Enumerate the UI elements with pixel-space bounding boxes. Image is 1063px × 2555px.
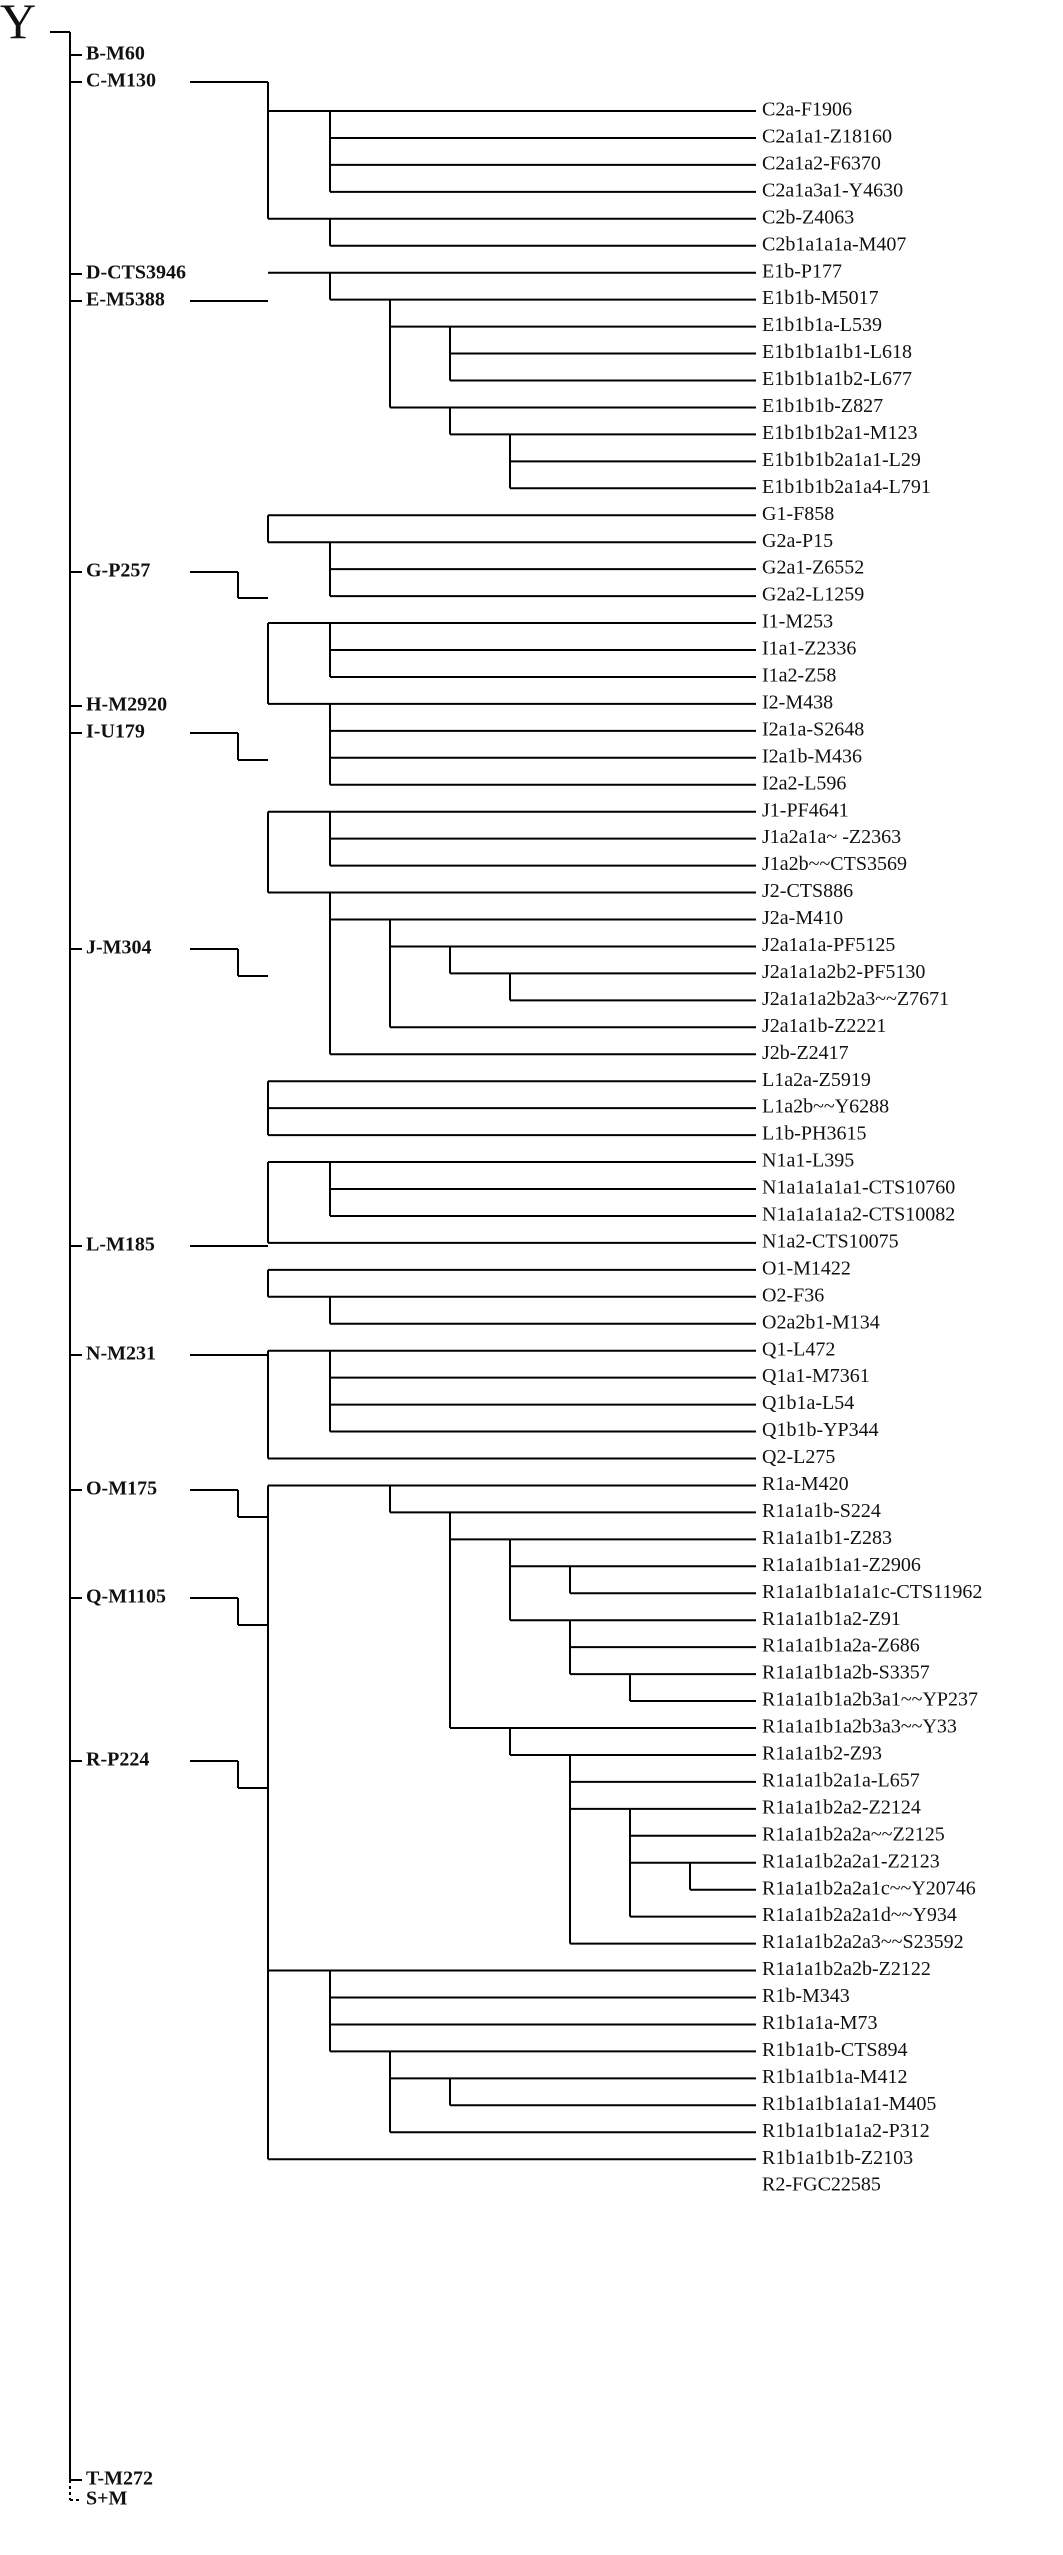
leaf-label: N1a1-L395 bbox=[762, 1149, 855, 1172]
leaf-label: J2b-Z2417 bbox=[762, 1041, 849, 1064]
leaf-label: E1b1b1a-L539 bbox=[762, 314, 882, 337]
leaf-label: C2b1a1a1a-M407 bbox=[762, 233, 907, 256]
leaf-label: Q1a1-M7361 bbox=[762, 1365, 870, 1388]
leaf-label: J1-PF4641 bbox=[762, 799, 849, 822]
leaf-label: I1-M253 bbox=[762, 610, 834, 633]
leaf-label: C2a1a2-F6370 bbox=[762, 152, 881, 175]
leaf-label: G1-F858 bbox=[762, 502, 835, 525]
leaf-label: R1b1a1a-M73 bbox=[762, 2012, 878, 2035]
leaf-label: J2-CTS886 bbox=[762, 880, 854, 903]
leaf-label: J1a2b~~CTS3569 bbox=[762, 853, 907, 876]
leaf-label: I2a2-L596 bbox=[762, 772, 847, 795]
leaf-label: R1a1a1b2a2a3~~S23592 bbox=[762, 1931, 964, 1954]
major-label: S+M bbox=[86, 2487, 128, 2510]
leaf-label: N1a1a1a1a2-CTS10082 bbox=[762, 1203, 956, 1226]
leaf-label: G2a1-Z6552 bbox=[762, 556, 865, 579]
leaf-label: R1a1a1b2-Z93 bbox=[762, 1742, 882, 1765]
leaf-label: J2a1a1a2b2-PF5130 bbox=[762, 960, 926, 983]
leaf-label: R1b1a1b1b-Z2103 bbox=[762, 2146, 914, 2169]
leaf-label: G2a-P15 bbox=[762, 529, 834, 552]
major-label: G-P257 bbox=[86, 559, 151, 582]
leaf-label: I1a2-Z58 bbox=[762, 664, 837, 687]
leaf-label: E1b1b1b2a1a4-L791 bbox=[762, 475, 931, 498]
leaf-label: I2a1a-S2648 bbox=[762, 718, 865, 741]
major-label: T-M272 bbox=[86, 2467, 154, 2490]
leaf-label: R1b-M343 bbox=[762, 1985, 850, 2008]
leaf-label: C2a1a1-Z18160 bbox=[762, 125, 892, 148]
leaf-label: N1a1a1a1a1-CTS10760 bbox=[762, 1176, 956, 1199]
leaf-label: G2a2-L1259 bbox=[762, 583, 865, 606]
leaf-label: E1b-P177 bbox=[762, 260, 842, 283]
leaf-label: E1b1b1b-Z827 bbox=[762, 395, 884, 418]
major-label: B-M60 bbox=[86, 42, 145, 65]
leaf-label: R1b1a1b1a1a2-P312 bbox=[762, 2119, 930, 2142]
leaf-label: C2a-F1906 bbox=[762, 98, 852, 121]
leaf-label: E1b1b-M5017 bbox=[762, 287, 879, 310]
leaf-label: L1a2b~~Y6288 bbox=[762, 1095, 890, 1118]
leaf-label: J2a1a1b-Z2221 bbox=[762, 1014, 887, 1037]
leaf-label: I1a1-Z2336 bbox=[762, 637, 857, 660]
leaf-label: N1a2-CTS10075 bbox=[762, 1230, 899, 1253]
leaf-label: E1b1b1a1b1-L618 bbox=[762, 341, 912, 364]
leaf-label: R1a1a1b2a2b-Z2122 bbox=[762, 1958, 931, 1981]
leaf-label: Q1-L472 bbox=[762, 1338, 836, 1361]
leaf-label: J2a-M410 bbox=[762, 907, 844, 930]
major-label: D-CTS3946 bbox=[86, 261, 187, 284]
major-label: Q-M1105 bbox=[86, 1585, 166, 1608]
major-label: O-M175 bbox=[86, 1477, 158, 1500]
leaf-label: R1a1a1b1a2a-Z686 bbox=[762, 1634, 920, 1657]
leaf-label: R1a1a1b2a1a-L657 bbox=[762, 1769, 920, 1792]
major-label: H-M2920 bbox=[86, 693, 168, 716]
leaf-label: R1a1a1b1a2-Z91 bbox=[762, 1607, 901, 1630]
leaf-label: Q1b1a-L54 bbox=[762, 1392, 855, 1415]
major-label: C-M130 bbox=[86, 69, 156, 92]
leaf-label: L1b-PH3615 bbox=[762, 1122, 867, 1145]
leaf-label: R1a1a1b2a2-Z2124 bbox=[762, 1796, 921, 1819]
leaf-label: O2-F36 bbox=[762, 1284, 825, 1307]
leaf-label: R1a1a1b1a2b3a3~~Y33 bbox=[762, 1715, 957, 1738]
leaf-label: R1a1a1b2a2a1-Z2123 bbox=[762, 1850, 940, 1873]
leaf-label: R1a1a1b1-Z283 bbox=[762, 1526, 892, 1549]
major-label: I-U179 bbox=[86, 720, 145, 743]
major-label: L-M185 bbox=[86, 1233, 155, 1256]
leaf-label: J2a1a1a-PF5125 bbox=[762, 934, 896, 957]
leaf-label: C2a1a3a1-Y4630 bbox=[762, 179, 904, 202]
leaf-label: O2a2b1-M134 bbox=[762, 1311, 880, 1334]
leaf-label: R1a1a1b2a2a~~Z2125 bbox=[762, 1823, 945, 1846]
leaf-label: E1b1b1b2a1-M123 bbox=[762, 421, 918, 444]
leaf-label: R1b1a1b1a1a1-M405 bbox=[762, 2092, 937, 2115]
leaf-label: R1a1a1b1a2b3a1~~YP237 bbox=[762, 1688, 979, 1711]
leaf-label: R1a-M420 bbox=[762, 1473, 849, 1496]
major-label: R-P224 bbox=[86, 1748, 150, 1771]
leaf-label: I2a1b-M436 bbox=[762, 745, 862, 768]
leaf-label: Q2-L275 bbox=[762, 1446, 836, 1469]
leaf-label: R1a1a1b1a2b-S3357 bbox=[762, 1661, 930, 1684]
leaf-label: R1a1a1b1a1-Z2906 bbox=[762, 1553, 921, 1576]
leaf-label: C2b-Z4063 bbox=[762, 206, 855, 229]
major-label: J-M304 bbox=[86, 936, 152, 959]
major-label: N-M231 bbox=[86, 1342, 156, 1365]
leaf-label: R1a1a1b-S224 bbox=[762, 1499, 881, 1522]
leaf-label: Q1b1b-YP344 bbox=[762, 1419, 879, 1442]
tree-edges bbox=[50, 32, 756, 2500]
leaf-label: R1b1a1b-CTS894 bbox=[762, 2038, 908, 2061]
leaf-label: O1-M1422 bbox=[762, 1257, 851, 1280]
leaf-label: R1a1a1b1a1a1c-CTS11962 bbox=[762, 1580, 983, 1603]
leaf-label: L1a2a-Z5919 bbox=[762, 1068, 871, 1091]
leaf-label: R1a1a1b2a2a1c~~Y20746 bbox=[762, 1877, 976, 1900]
leaf-label: J1a2a1a~ -Z2363 bbox=[762, 826, 902, 849]
leaf-label: J2a1a1a2b2a3~~Z7671 bbox=[762, 987, 950, 1010]
leaf-label: R1b1a1b1a-M412 bbox=[762, 2065, 908, 2088]
leaf-label: R2-FGC22585 bbox=[762, 2173, 881, 2196]
leaf-label: E1b1b1a1b2-L677 bbox=[762, 368, 912, 391]
leaf-label: I2-M438 bbox=[762, 691, 834, 714]
root-label: Y bbox=[0, 0, 37, 49]
major-label: E-M5388 bbox=[86, 288, 165, 311]
leaf-label: E1b1b1b2a1a1-L29 bbox=[762, 448, 921, 471]
leaf-label: R1a1a1b2a2a1d~~Y934 bbox=[762, 1904, 957, 1927]
